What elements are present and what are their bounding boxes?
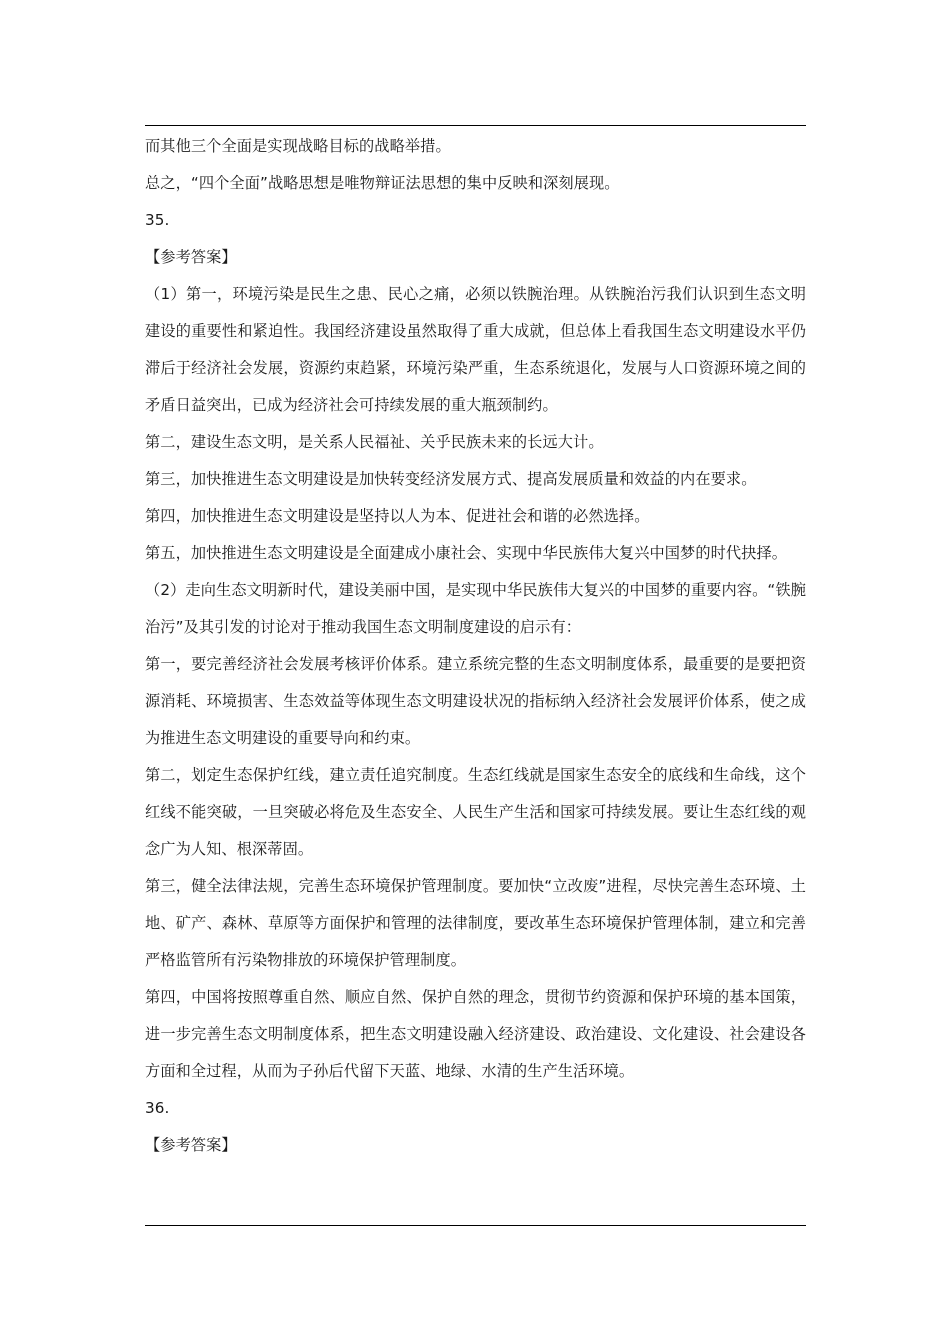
paragraph-continuation: 而其他三个全面是实现战略目标的战略举措。: [145, 137, 451, 155]
answer-35-part2-point4: 第四，中国将按照尊重自然、顺应自然、保护自然的理念，贯彻节约资源和保护环境的基本国策，进一步完善生态文明制度体系，把生态文明建设融入经济建设、政治建设、文化建设、社会建设各方面和全过程，从而为子孙后代留下天蓝、地绿、水清的生产生活环境。: [145, 988, 806, 1080]
answer-35-part2-point3: 第三，健全法律法规，完善生态环境保护管理制度。要加快“立改废”进程，尽快完善生态环境、土地、矿产、森林、草原等方面保护和管理的法律制度，要改革生态环境保护管理体制，建立和完善严格监管所有污染物排放的环境保护管理制度。: [145, 877, 806, 969]
answer-35-part1-point3: 第三，加快推进生态文明建设是加快转变经济发展方式、提高发展质量和效益的内在要求。: [145, 470, 757, 488]
answer-heading-36: 【参考答案】: [145, 1136, 237, 1154]
answer-35-part1-point1: （1）第一，环境污染是民生之患、民心之痛，必须以铁腕治理。从铁腕治污我们认识到生态文明建设的重要性和紧迫性。我国经济建设虽然取得了重大成就，但总体上看我国生态文明建设水平仍滞后于经济社会发展，资源约束趋紧，环境污染严重，生态系统退化，发展与人口资源环境之间的矛盾日益突出，已成为经济社会可持续发展的重大瓶颈制约。: [145, 285, 806, 414]
answer-35-part2-point1: 第一，要完善经济社会发展考核评价体系。建立系统完整的生态文明制度体系，最重要的是要把资源消耗、环境损害、生态效益等体现生态文明建设状况的指标纳入经济社会发展评价体系，使之成为推进生态文明建设的重要导向和约束。: [145, 655, 806, 747]
document-body: [145, 128, 806, 1164]
answer-35-part1-point4: 第四，加快推进生态文明建设是坚持以人为本、促进社会和谐的必然选择。: [145, 507, 650, 525]
answer-35-part1-point5: 第五，加快推进生态文明建设是全面建成小康社会、实现中华民族伟大复兴中国梦的时代抉择。: [145, 544, 788, 562]
answer-35-part1-point2: 第二，建设生态文明，是关系人民福祉、关乎民族未来的长远大计。: [145, 433, 604, 451]
answer-35-part2-point2: 第二，划定生态保护红线，建立责任追究制度。生态红线就是国家生态安全的底线和生命线，这个红线不能突破，一旦突破必将危及生态安全、人民生产生活和国家可持续发展。要让生态红线的观念广为人知、根深蒂固。: [145, 766, 806, 858]
answer-35-part2-intro: （2）走向生态文明新时代，建设美丽中国，是实现中华民族伟大复兴的中国梦的重要内容。“铁腕治污”及其引发的讨论对于推动我国生态文明制度建设的启示有：: [145, 581, 806, 636]
question-number-35: 35.: [145, 211, 170, 229]
footer-rule: [145, 1225, 806, 1226]
answer-heading-35: 【参考答案】: [145, 248, 237, 266]
paragraph-summary: 总之，“四个全面”战略思想是唯物辩证法思想的集中反映和深刻展现。: [145, 174, 620, 192]
header-rule: [145, 125, 806, 126]
question-number-36: 36.: [145, 1099, 170, 1117]
